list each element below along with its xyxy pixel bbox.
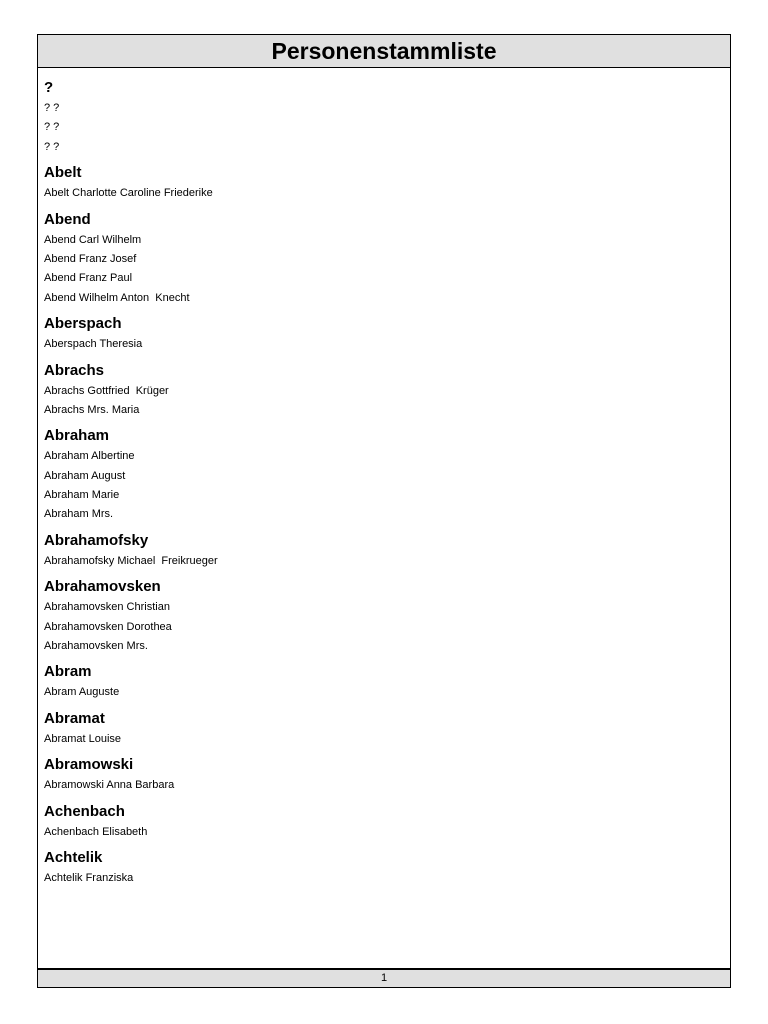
surname-group — [44, 663, 724, 702]
surname-heading: Achtelik — [44, 848, 103, 866]
surname-group — [44, 532, 724, 571]
person-entry: Abram Auguste — [44, 686, 120, 699]
person-entry: ? ? — [44, 121, 60, 134]
person-entry: Abraham Mrs. — [44, 508, 114, 521]
person-entry: Achtelik Franziska — [44, 871, 134, 884]
surname-group — [44, 362, 724, 421]
surname-heading: ? — [44, 79, 54, 96]
person-entry: Abramat Louise — [44, 732, 122, 745]
surname-group — [44, 849, 724, 888]
surname-group — [44, 803, 724, 842]
person-entry: Abrachs Mrs. Maria — [44, 403, 140, 416]
surname-heading: Abelt — [44, 164, 82, 182]
surname-group — [44, 211, 724, 309]
person-entry: Abraham Marie — [44, 489, 120, 502]
surname-heading: Abrahamovsken — [44, 578, 161, 596]
surname-group — [44, 578, 724, 656]
surname-heading: Abend — [44, 210, 91, 228]
person-entry: Abramowski Anna Barbara — [44, 779, 175, 792]
person-entry: Abend Franz Josef — [44, 252, 137, 265]
surname-group — [44, 79, 724, 157]
person-entry: Abrachs Gottfried Krüger — [44, 384, 169, 397]
person-entry: ? ? — [44, 102, 60, 114]
surname-group — [44, 315, 724, 354]
page-number: 1 — [38, 968, 730, 987]
surname-group — [44, 710, 724, 749]
person-entry: Abend Franz Paul — [44, 272, 133, 285]
person-entry: Abraham August — [44, 469, 126, 482]
page-title: Personenstammliste — [38, 35, 730, 68]
surname-heading: Abramowski — [44, 756, 134, 774]
surname-heading: Abrahamofsky — [44, 531, 149, 549]
person-entry: Abrahamofsky Michael Freikrueger — [44, 554, 218, 567]
page-frame — [37, 34, 731, 988]
person-entry: Abrahamovsken Dorothea — [44, 620, 172, 633]
person-entry: Abraham Albertine — [44, 450, 135, 463]
person-entry: Aberspach Theresia — [44, 338, 143, 351]
surname-heading: Aberspach — [44, 315, 122, 333]
surname-heading: Abraham — [44, 427, 110, 445]
person-entry: ? ? — [44, 140, 60, 153]
person-entry: Abend Carl Wilhelm — [44, 233, 142, 246]
surname-heading: Abramat — [44, 709, 105, 727]
surname-group — [44, 756, 724, 795]
surname-group — [44, 427, 724, 525]
person-entry: Abelt Charlotte Caroline Friederike — [44, 187, 213, 200]
surname-heading: Abram — [44, 663, 92, 681]
person-entry: Abrahamovsken Mrs. — [44, 640, 148, 653]
surname-heading: Achenbach — [44, 802, 125, 820]
person-list — [44, 79, 724, 895]
person-entry: Abrahamovsken Christian — [44, 601, 170, 614]
surname-heading: Abrachs — [44, 361, 105, 379]
surname-group — [44, 164, 724, 203]
person-entry: Abend Wilhelm Anton Knecht — [44, 291, 190, 304]
person-entry: Achenbach Elisabeth — [44, 825, 148, 838]
